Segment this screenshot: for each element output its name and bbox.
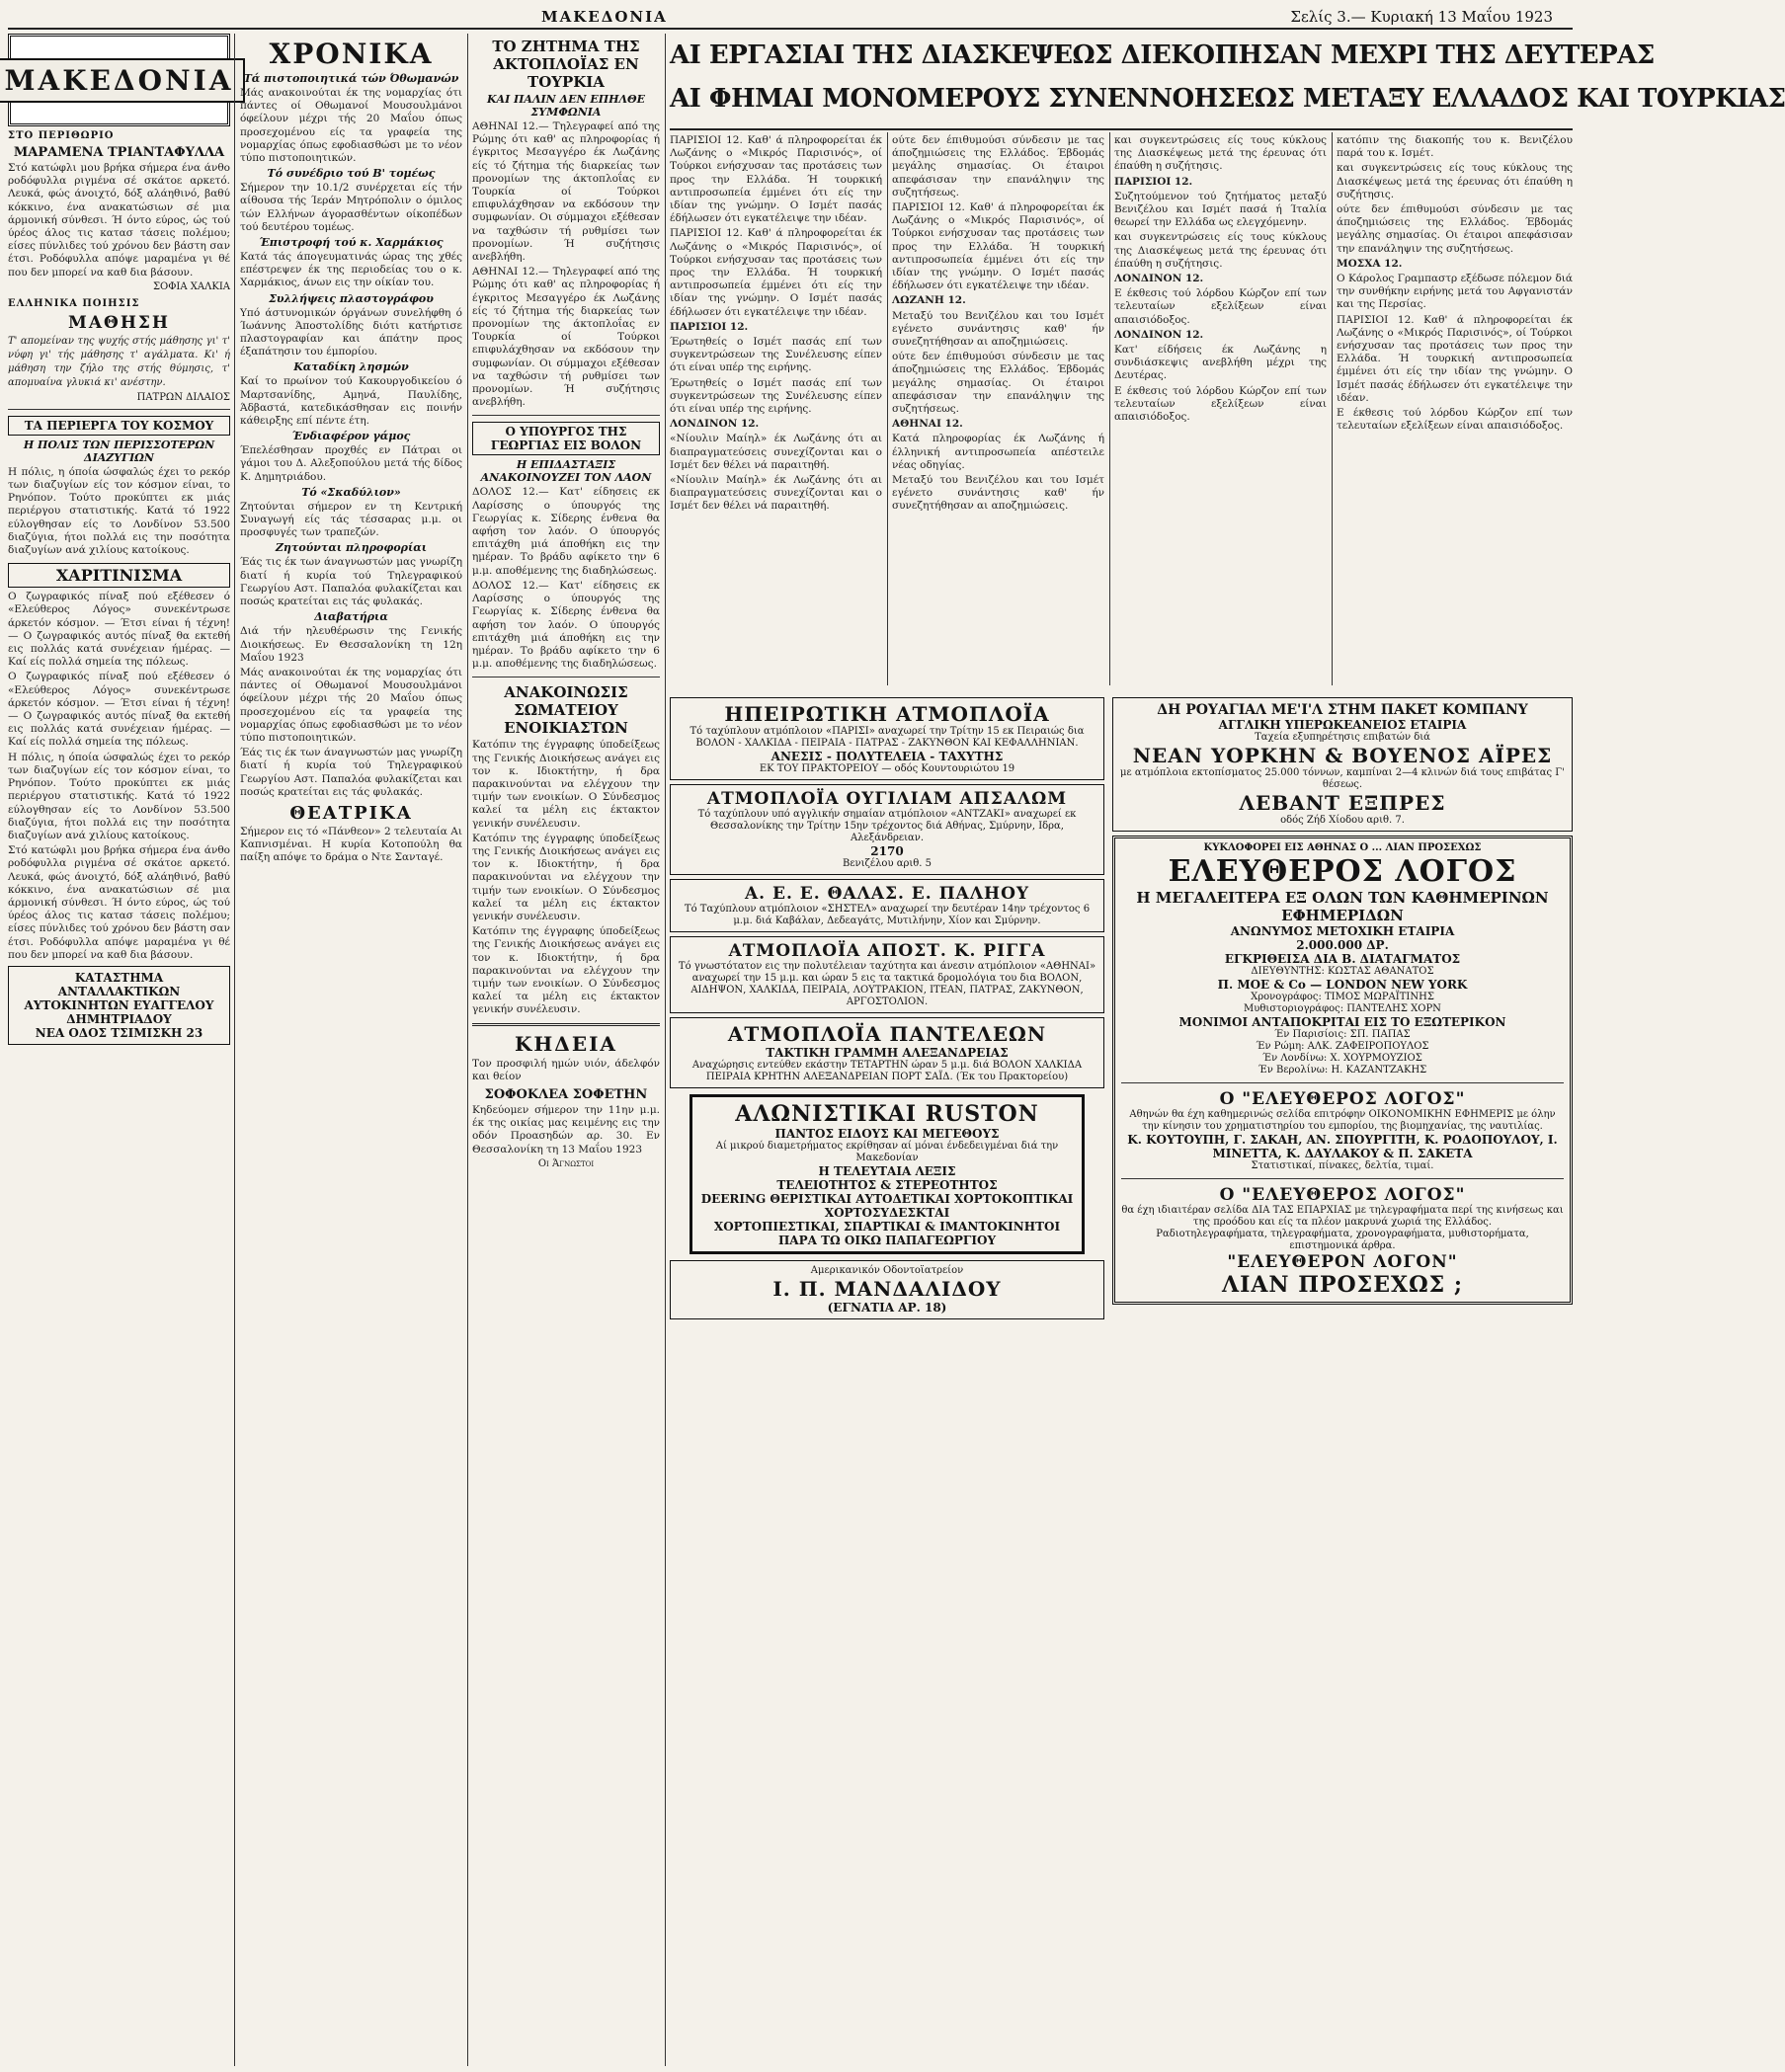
- ad-correspondents: ΜΟΝΙΜΟΙ ΑΝΤΑΠΟΚΡΙΤΑΙ ΕΙΣ ΤΟ ΕΞΩΤΕΡΙΚΟΝ: [1178, 1015, 1506, 1029]
- news-heading: Ένδιαφέρον γάμος: [291, 430, 411, 443]
- thalassa-ad: [670, 879, 1104, 932]
- news-text: ΠΑΡΙΣΙΟΙ 12. Καθ' ά πληροφορείται έκ Λωζάνης ο «Μικρός Παρισινός», οί Τούρκοι ενήσχυσαν τας προτάσεις των προς την Ελλάδα. Ή τουρκική αντιπροσωπεία έμμένει ότι είς την ιδίαν της γνώμην. Ο Ισμέτ πασάς έδήλωσεν ότι εγκατέλειψε την ιδέαν.: [670, 134, 882, 225]
- news-text: Υπό άστυνομικών όργάνων συνελήφθη ό Ίωάννης Άποστολίδης διότι κατήρτισε πλαστογραφίαν και άπάτην προς έξαπάτησιν του έμπορίου.: [240, 306, 462, 359]
- news-text: Μεταξύ του Βενιζέλου και του Ισμέτ εγένετο συνάντησις καθ' ήν συνεζητήθησαν αι αποζημιώσεις.: [892, 309, 1104, 349]
- ad-subtitle: ΑΓΓΛΙΚΗ ΥΠΕΡΩΚΕΑΝΕΙΟΣ ΕΤΑΙΡΙΑ: [1218, 718, 1467, 732]
- news-text: και συγκεντρώσεις είς τους κύκλους της Διασκέψεως μετά της έρευνας ότι έπαύθη η συζήτησις.: [1114, 134, 1327, 173]
- news-heading: Διαβατήρια: [314, 610, 388, 624]
- section-kicker: ΣΤΟ ΠΕΡΙΘΩΡΙΟ: [8, 130, 115, 141]
- riga-ad: [670, 936, 1104, 1013]
- ad-text: Αθηνών θα έχη καθημερινώς σελίδα επιτρόφην ΟΙΚΟΝΟΜΙΚΗΝ ΕΦΗΜΕΡΙΣ με όλην την κίνησιν του χρηματιστηρίου του εμπορίου, της βιομηχανίας, της ναυτιλίας.: [1129, 1109, 1556, 1132]
- column-rule: [234, 34, 235, 2066]
- divider: [472, 415, 660, 416]
- dentist-ad: [670, 1260, 1104, 1319]
- ad-text: Τό ταχύπλουν ατμόπλοιον «ΠΑΡΙΣΙ» αναχωρεί την Τρίτην 15 εκ Πειραιώς δια ΒΟΛΟΝ - ΧΑΛΚΙΔΑ - ΠΕΙΡΑΙΑ - ΠΑΤΡΑΣ - ΖΑΚΥΝΘΟΝ ΚΑΙ ΚΕΦΑΛΛΗΝΙΑΝ.: [690, 726, 1085, 749]
- news-text: και συγκεντρώσεις είς τους κύκλους της Διασκέψεως μετά της έρευνας ότι έπαύθη η συζήτησις.: [1114, 231, 1327, 270]
- news-text: Συζητούμενον τού ζητήματος μεταξύ Βενιζέλου και Ισμέτ πασά ή Ίταλία θεωρεί την Ελλάδα ως ελεγχόμενην.: [1114, 190, 1327, 229]
- article-subtitle: Η ΕΠΙΔΑΣΤΑΞΙΣ ΑΝΑΚΟΙΝΟΥΖΕΙ ΤΟΝ ΛΑΟΝ: [480, 458, 652, 485]
- news-text: Έρωτηθείς ο Ισμέτ πασάς επί των συγκεντρώσεων της Συνέλευσης είπεν ότι είναι υπέρ της ειρήνης.: [670, 336, 882, 374]
- news-heading: ΜΟΣΧΑ 12.: [1337, 257, 1403, 270]
- ad-title: ΑΤΜΟΠΛΟΪΑ ΟΥΓΙΛΙΑΜ ΑΠΣΑΛΩΜ: [706, 789, 1068, 809]
- ad-title: Ι. Π. ΜΑΝΔΑΛΙΔΟΥ: [772, 1277, 1002, 1301]
- divider: [472, 1023, 660, 1026]
- news-text: «Νίουλιν Μαίηλ» έκ Λωζάνης ότι αι διαπραγματεύσεις συνεχίζονται και ο Ισμέτ δεν θέλει νά παραιτηθή.: [670, 474, 882, 513]
- ad-text: ΧΟΡΤΟΠΙΕΣΤΙΚΑΙ, ΣΠΑΡΤΙΚΑΙ & ΙΜΑΝΤΟΚΙΝΗΤΟΙ: [713, 1220, 1061, 1234]
- announcement-title: ΑΝΑΚΟΙΝΩΣΙΣ ΣΩΜΑΤΕΙΟΥ ΕΝΟΙΚΙΑΣΤΩΝ: [504, 683, 628, 738]
- ad-title-4: "ΕΛΕΥΘΕΡΟΝ ΛΟΓΟΝ": [1227, 1252, 1458, 1272]
- panteleon-ad: [670, 1017, 1104, 1088]
- news-text: ΠΑΡΙΣΙΟΙ 12. Καθ' ά πληροφορείται έκ Λωζάνης ο «Μικρός Παρισινός», οί Τούρκοι ενήσχυσαν τας προτάσεις των προς την Ελλάδα. Ή τουρκική αντιπροσωπεία έμμένει ότι είς την ιδίαν της γνώμην. Ο Ισμέτ πασάς έδήλωσεν ότι εγκατέλειψε την ιδέαν.: [670, 227, 882, 318]
- news-text: Έάς τις έκ των άναγνωστών μας γνωρίζη διατί ή κυρία τού Τηλεγραφικού Γεωργίου Αστ. Παπαλόα φυλακίζεται και ποσώς κρατείται εις τάς φυλακάς.: [240, 556, 462, 608]
- ad-express: ΛΕΒΑΝΤ ΕΞΠΡΕΣ: [1239, 791, 1446, 815]
- section-heading: ΤΑ ΠΕΡΙΕΡΓΑ ΤΟΥ ΚΟΣΜΟΥ: [8, 416, 230, 436]
- ad-company: ΑΝΩΝΥΜΟΣ ΜΕΤΟΧΙΚΗ ΕΤΑΙΡΙΑ: [1230, 924, 1455, 938]
- main-news-area: [670, 34, 1785, 2066]
- news-column-1: [670, 132, 882, 685]
- ad-names: Κ. ΚΟΥΤΟΥΠΗ, Γ. ΣΑΚΑΗ, ΑΝ. ΣΠΟΥΡΓΙΤΗ, Κ. ΡΟΔΟΠΟΥΛΟΥ, Ι. ΜΙΝΕΤΤΑ, Κ. ΔΑΥΛΑΚΟΥ & Π. ΣΑΚΕΤΑ: [1127, 1133, 1558, 1160]
- page-header: [8, 6, 1573, 30]
- ad-address: (ΕΓΝΑΤΙΑ ΑΡ. 18): [827, 1301, 947, 1315]
- ad-subtitle: Η ΜΕΓΑΛΕΙΤΕΡΑ ΕΞ ΟΛΩΝ ΤΩΝ ΚΑΘΗΜΕΡΙΝΩΝ ΕΦΗΜΕΡΙΔΩΝ: [1136, 889, 1549, 924]
- eleftheros-logos-ad: [1112, 836, 1573, 1305]
- news-heading: Ζητούνται πληροφορίαι: [275, 541, 428, 555]
- ad-london-corr: Έν Λονδίνω: Χ. ΧΟΥΡΜΟΥΖΙΟΣ: [1262, 1053, 1422, 1064]
- ad-decree: ΕΓΚΡΙΘΕΙΣΑ ΔΙΑ Β. ΔΙΑΤΑΓΜΑΤΟΣ: [1224, 952, 1461, 966]
- poem-signature: ΠΑΤΡΩΝ ΔΙΛΑΙΟΣ: [136, 391, 230, 403]
- ad-text: Αμερικανικόν Οδοντοϊατρείον: [810, 1265, 964, 1276]
- column-rule: [467, 34, 468, 2066]
- shipping-ads: [670, 693, 1104, 2066]
- headline-banner: [670, 34, 1785, 130]
- ad-title: ΗΠΕΙΡΩΤΙΚΗ ΑΤΜΟΠΛΟΪΑ: [724, 702, 1050, 726]
- ad-title-2: Ο "ΕΛΕΥΘΕΡΟΣ ΛΟΓΟΣ": [1219, 1089, 1466, 1109]
- right-ads: [1112, 693, 1573, 2066]
- funeral-name: ΣΟΦΟΚΛΕΑ ΣΟΦΕΤΗΝ: [484, 1086, 648, 1102]
- ad-title: ΑΛΩΝΙΣΤΙΚΑΙ RUSTON: [735, 1101, 1039, 1127]
- ad-text: ΠΑΡΑ ΤΩ ΟΙΚΩ ΠΑΠΑΓΕΩΡΓΙΟΥ: [777, 1234, 997, 1247]
- news-text: Μάς ανακοινούται έκ της νομαρχίας ότι πάντες οί Οθωμανοί Μουσουλμάνοι όφείλουν μέχρι τής 20 Μαΐου όπως προσεχομένου είς τα γραφεία της νομαρχίας όπως εφοδιασθώσι με το νέον τύπο πιστοποιητικών.: [240, 87, 462, 165]
- store-title: ΚΑΤΑΣΤΗΜΑ ΑΝΤΑΛΛΑΚΤΙΚΩΝ ΑΥΤΟΚΙΝΗΤΩΝ ΕΥΑΓΓΕΛΟΥ ΔΗΜΗΤΡΙΑΔΟΥ: [24, 970, 214, 1026]
- news-text: Έρωτηθείς ο Ισμέτ πασάς επί των συγκεντρώσεων της Συνέλευσης είπεν ότι είναι υπέρ της ειρήνης.: [670, 376, 882, 416]
- news-text: και συγκεντρώσεις είς τους κύκλους της Διασκέψεως μετά της έρευνας ότι έπαύθη η συζήτησις.: [1337, 162, 1573, 200]
- ad-subtitle: ΤΑΚΤΙΚΗ ΓΡΑΜΜΗ ΑΛΕΞΑΝΔΡΕΙΑΣ: [766, 1046, 1009, 1060]
- ad-rome: Έν Ρώμη: ΑΛΚ. ΖΑΦΕΙΡΟΠΟΥΛΟΣ: [1256, 1041, 1429, 1052]
- store-ad: [8, 966, 230, 1045]
- news-column-2: [892, 132, 1104, 685]
- announcement-text: Κατόπιν της έγγραφης ύποδείξεως της Γενικής Διοικήσεως ανάγει εις τον κ. Ιδιοκτήτην, ή δρα παρακινούνται να ελέγχουν την τιμήν των ενοικίων. Ο Σύνδεσμος καλεί τα μέλη εις έκτακτον γενικήν συνέλευσιν.: [472, 739, 660, 830]
- section-heading: ΧΑΡΙΤΙΝΙΣΜΑ: [8, 563, 230, 588]
- ad-bottom: ΛΙΑΝ ΠΡΟΣΕΧΩΣ ;: [1222, 1272, 1463, 1298]
- article-title: ΜΑΡΑΜΕΝΑ ΤΡΙΑΝΤΑΦΥΛΛΑ: [13, 145, 225, 160]
- news-text: Κατ' είδήσεις έκ Λωζάνης η συνδιάσκεψις ανεβλήθη μέχρι της Δευτέρας.: [1114, 344, 1327, 382]
- news-text: ούτε δεν έπιθυμούσι σύνδεσιν με τας άποζημιώσεις της Ελλάδος. Έβδομάς μεγάλης σημασίας. Οι έταιροι απεφάσισαν την επανάληψιν της συζητήσεως.: [1337, 203, 1573, 255]
- news-heading: Έπιστροφή τού κ. Χαρμάκιος: [259, 236, 444, 250]
- news-text: ούτε δεν έπιθυμούσι σύνδεσιν με τας άποζημιώσεις της Ελλάδος. Έβδομάς μεγάλης σημασίας. Οι έταιροι απεφάσισαν την επανάληψιν της συζητήσεως.: [892, 134, 1104, 199]
- news-heading: ΛΟΝΔΙΝΟΝ 12.: [1114, 273, 1204, 285]
- funeral-signature: Οι Άγνωστοι: [537, 1157, 595, 1169]
- divider: [8, 409, 230, 410]
- news-text: Μεταξύ του Βενιζέλου και του Ισμέτ εγένετο συνάντησις καθ' ήν συνεζητήθησαν αι αποζημιώσεις.: [892, 474, 1104, 513]
- news-text: Ο Κάρολος Γραμπαστρ εξέδωσε πόλεμον διά την συνθήκην ειρήνης μετά του Αφγανιστάν και της Περσίας.: [1337, 273, 1573, 311]
- william-ad: [670, 784, 1104, 875]
- news-text: Ε έκθεσις τού λόρδου Κώρζον επί των τελευταίων εξελίξεων είναι απαισιόδοξος.: [1337, 407, 1573, 433]
- announcement-text: Κατόπιν της έγγραφης ύποδείξεως της Γενικής Διοικήσεως ανάγει εις τον κ. Ιδιοκτήτην, ή δρα παρακινούνται να ελέγχουν την τιμήν των ενοικίων. Ο Σύνδεσμος καλεί τα μέλη εις έκτακτον γενικήν συνέλευσιν.: [472, 925, 660, 1016]
- article-text: Ο ζωγραφικός πίναξ πού εξέθεσεν ό «Ελεύθερος Λόγος» συνεκέντρωσε άρκετόν κόσμον. — Έτσι είναι ή τέχνη! — Ο ζωγραφικός αυτός πίναξ θα εκτεθή εις πολλάς κατά συνέχειαν ήμέρας. — Καί είς πολλά σημεία της πόλεως.: [8, 671, 230, 749]
- ad-capital: 2.000.000 ΔΡ.: [1296, 938, 1389, 952]
- column-rule: [887, 132, 888, 685]
- section-title: ΧΡΟΝΙΚΑ: [269, 38, 434, 70]
- ad-office: ΕΚ ΤΟΥ ΠΡΑΚΤΟΡΕΙΟΥ — οδός Κουντουριώτου 19: [759, 763, 1015, 774]
- news-text: Κατά τάς άπογευματινάς ώρας της χθές επέστρεψεν έκ της περιοδείας του ο κ. Χαρμάκιος, άνων εις την οίκίαν του.: [240, 251, 462, 289]
- ad-address: Βενιζέλου αριθ. 5: [842, 858, 933, 869]
- ad-text: Η ΤΕΛΕΥΤΑΙΑ ΛΕΞΙΣ: [818, 1164, 956, 1178]
- ad-text: Τό γνωστότατον εις την πολυτέλειαν ταχύτητα και άνεσιν ατμόπλοιον «ΑΘΗΝΑΙ» αναχωρεί την 15 μ.μ. και ώραν 5 εις τα τακτικά δρομολόγια του δια ΒΟΛΟΝ, ΑΙΔΗΨΟΝ, ΧΑΛΚΙΔΑ, ΠΕΙΡΑΙΑ, ΛΟΥΤΡΑΚΙΟΝ, ΙΤΕΑΝ, ΠΑΤΡΑΣ, ΖΑΚΥΝΘΟΝ, ΑΡΓΟΣΤΟΛΙΟΝ.: [678, 961, 1096, 1007]
- column-2: [240, 34, 462, 2066]
- news-heading: ΠΑΡΙΣΙΟΙ 12.: [670, 320, 749, 333]
- article-title: ΤΟ ΖΗΤΗΜΑ ΤΗΣ ΑΚΤΟΠΛΟΪΑΣ ΕΝ ΤΟΥΡΚΙΑ: [492, 38, 640, 91]
- poem-title: ΜΑΘΗΣΗ: [68, 312, 170, 333]
- epirus-ad: [670, 697, 1104, 780]
- section-heading: Ο ΥΠΟΥΡΓΟΣ ΤΗΣ ΓΕΩΡΓΙΑΣ ΕΙΣ ΒΟΛΟΝ: [472, 422, 660, 455]
- article-text: Η πόλις, η όποία ώσφαλώς έχει το ρεκόρ των διαζυγίων είς τον κόσμον είναι, το Ρηνόπον. Τούτο προκύπτει εκ μιάς περιέργου στατιστικής. Κατά τό 1922 εύλογθησαν είς το Λονδίνον 53.500 διαζύγια, ήτοι πολλά εις την ποσότητα διαζυγίων ανά χιλίους κατοίκους.: [8, 751, 230, 841]
- ad-title: ΔΗ ΡΟΥΑΓΙΑΛ ΜΕ'Ι'Λ ΣΤΗΜ ΠΑΚΕΤ ΚΟΜΠΑΝΥ: [1157, 702, 1528, 718]
- news-text: «Νίουλιν Μαίηλ» έκ Λωζάνης ότι αι διαπραγματεύσεις συνεχίζονται και ο Ισμέτ δεν θέλει νά παραιτηθή.: [670, 433, 882, 471]
- ad-text: Ταχεία εξυπηρέτησις επιβατών διά: [1255, 732, 1430, 743]
- news-text: ΠΑΡΙΣΙΟΙ 12. Καθ' ά πληροφορείται έκ Λωζάνης ο «Μικρός Παρισινός», οί Τούρκοι ενήσχυσαν τας προτάσεις των προς την Ελλάδα. Ή τουρκική αντιπροσωπεία έμμένει ότι είς την ιδίαν της γνώμην. Ο Ισμέτ πασάς έδήλωσεν ότι εγκατέλειψε την ιδέαν.: [1337, 313, 1573, 404]
- column-1: [4, 34, 234, 2066]
- ad-text: DEERING ΘΕΡΙΣΤΙΚΑΙ ΑΥΤΟΔΕΤΙΚΑΙ ΧΟΡΤΟΚΟΠΤΙΚΑΙ ΧΟΡΤΟΣΥΔΕΣΚΤΑΙ: [700, 1192, 1074, 1220]
- article-text: Η πόλις, η όποία ώσφαλώς έχει το ρεκόρ των διαζυγίων είς τον κόσμον είναι, το Ρηνόπον. Τούτο προκύπτει εκ μιάς περιέργου στατιστικής. Κατά τό 1922 εύλογθησαν είς το Λονδίνον 53.500 διαζύγια, ήτοι πολλά εις την ποσότητα διαζυγίων ανά χιλίους κατοίκους.: [8, 465, 230, 557]
- ad-phone: 2170: [870, 844, 904, 858]
- ad-destinations: ΝΕΑΝ ΥΟΡΚΗΝ & ΒΟΥΕΝΟΣ ΑΪΡΕΣ: [1132, 744, 1553, 767]
- news-text: Κατά πληροφορίας έκ Λωζάνης ή έλληνική αντιπροσωπεία απέστειλε νέας οδηγίας.: [892, 433, 1104, 471]
- news-columns: [670, 132, 1573, 2066]
- ad-text: ΤΕΛΕΙΟΤΗΤΟΣ & ΣΤΕΡΕΟΤΗΤΟΣ: [776, 1178, 998, 1192]
- news-heading: Τό συνέδριο τού Β' τομέως: [267, 167, 436, 181]
- news-heading: Συλλήψεις πλαστογράφου: [269, 291, 434, 305]
- article-text: Στό κατώφλι μου βρήκα σήμερα ένα άνθο ροδόφυλλα ριγμένα σέ σκάτοε αρκετό. Λευκά, φώς άνοιχτό, δόξ αλάηθινό, βαθύ κόκκινο, ένα ανακατώσιων σέ μια άρμονική σύνθεσι. Ή όντο εύρος, ώς τού ύρέος άλος τις κατασ τάσεις πολέμου; είσες πύνλιδες τού χρόνου δεν βάστη σαν έτσι. Ροδόφυλλα απόψε μαραμένα γι θέ που δεν μπορεί να καθ δια βάσουν.: [8, 162, 230, 279]
- news-text: Έάς τις έκ των άναγνωστών μας γνωρίζη διατί ή κυρία τού Τηλεγραφικού Γεωργίου Αστ. Παπαλόα φυλακίζεται και ποσώς κρατείται εις τάς φυλακάς.: [240, 747, 462, 798]
- divider: [1121, 1082, 1564, 1083]
- columns-grid: [4, 34, 1785, 2066]
- news-text: Ε έκθεσις τού λόρδου Κώρζον επί των τελευταίων εξελίξεων είναι απαισιόδοξος.: [1114, 384, 1327, 424]
- ad-chronographer: Χρονογράφος: ΤΙΜΟΣ ΜΩΡΑΪΤΙΝΗΣ: [1251, 992, 1434, 1002]
- news-text: Σήμερον την 10.1/2 συνέρχεται είς τήν αίθουσα τής Ίεράν Μητρόπολιν ο όμιλος τών Ελλήνων άγορασθέντων οίκοπέδων τού δευτέρου τομέως.: [240, 182, 462, 233]
- announcement-text: Κατόπιν της έγγραφης ύποδείξεως της Γενικής Διοικήσεως ανάγει εις τον κ. Ιδιοκτήτην, ή δρα παρακινούνται να ελέγχουν την τιμήν των ενοικίων. Ο Σύνδεσμος καλεί τα μέλη εις έκτακτον γενικήν συνέλευσιν.: [472, 832, 660, 922]
- column-rule: [1332, 132, 1333, 685]
- article-text: Ο ζωγραφικός πίναξ πού εξέθεσεν ό «Ελεύθερος Λόγος» συνεκέντρωσε άρκετόν κόσμον. — Έτσι είναι ή τέχνη! — Ο ζωγραφικός αυτός πίναξ θα εκτεθή εις πολλάς κατά συνέχειαν ήμέρας. — Καί είς πολλά σημεία της πόλεως.: [8, 591, 230, 669]
- section-kicker: ΕΛΛΗΝΙΚΑ ΠΟΙΗΣΙΣ: [8, 297, 140, 309]
- funeral-text: Κηδεύομεν σήμερον την 11ην μ.μ. έκ της οικίας μας κειμένης εις την οδόν Προασηδών αρ. 30. Εν Θεσσαλονίκη τη 13 Μαΐου 1923: [472, 1103, 660, 1156]
- ad-text: Αί μικρού διαμετρήματος εκρίθησαν αί μόναι ένδεδειγμέναι διά την Μακεδονίαν: [715, 1141, 1059, 1163]
- funeral-text: Τον προσφιλή ημών υιόν, άδελφόν και θείον: [472, 1057, 660, 1082]
- ruston-ad: [690, 1094, 1085, 1254]
- headline-line-2: ΑΙ ΦΗΜΑΙ ΜΟΝΟΜΕΡΟΥΣ ΣΥΝΕΝΝΟΗΣΕΩΣ ΜΕΤΑΞΥ ΕΛΛΑΔΟΣ ΚΑΙ ΤΟΥΡΚΙΑΣ: [670, 84, 1785, 114]
- news-column-3: [1114, 132, 1327, 685]
- ad-text: Τό ταχύπλουν υπό αγγλικήν σημαίαν ατμόπλοιον «ΑΝΤΖΑΚΙ» αναχωρεί εκ Θεσσαλονίκης την Τρίτην 15ην τρέχοντος διά Αθήνας, Σμύρνην, Ιδρα, Αλεξάνδρειαν.: [697, 809, 1077, 843]
- ad-title: ΑΤΜΟΠΛΟΪΑ ΑΠΟΣΤ. Κ. ΡΙΓΓΑ: [728, 941, 1046, 961]
- ad-paris: Έν Παρισίοις: ΣΠ. ΠΑΠΑΣ: [1274, 1029, 1411, 1040]
- news-text: Ζητούνται σήμερον εν τη Κεντρική Συναγωγή είς τάς τέσσαρας μ.μ. οι προσφυγές των τραπεζών.: [240, 500, 462, 539]
- ad-director: ΔΙΕΥΘΥΝΤΗΣ: ΚΩΣΤΑΣ ΑΘΑΝΑΤΟΣ: [1251, 966, 1434, 977]
- article-text: ΑΘΗΝΑΙ 12.— Τηλεγραφεί από της Ρώμης ότι καθ' ας πληροφορίας ή έγκριτος Μεσαγγέρο έκ Λωζάνης είς τό ζήτημα τής διαρκείας των προνομίων της άκτοπλοΐας εν Τουρκία οί Τούρκοι επιφυλάχθησαν να εκδόσουν την συμφωνίαν. Οι σύμμαχοι εξέθεσαν να ταχθώσιν τή ρυθμίσει των προνομίων. Ή συζήτησις ανεβλήθη.: [472, 266, 660, 409]
- ad-routes: ΑΝΕΣΙΣ - ΠΟΛΥΤΕΛΕΙΑ - ΤΑΧΥΤΗΣ: [771, 750, 1004, 763]
- news-text: κατόπιν της διακοπής του κ. Βενιζέλου παρά του κ. Ισμέτ.: [1337, 134, 1573, 160]
- news-heading: Τό «Σκαδύλιον»: [301, 485, 401, 499]
- theatre-text: Σήμερον εις τό «Πάνθεον» 2 τελευταία Αι Καπνισμέναι. Η κυρία Κοτοπούλη θα παίξη απόψε το δράμα ο Ντε Σανταγέ.: [240, 825, 462, 864]
- funeral-title: ΚΗΔΕΙΑ: [515, 1031, 617, 1056]
- masthead: ΜΑΚΕΔΟΝΙΑ: [541, 8, 668, 26]
- newspaper-logo: ΜΑΚΕΔΟΝΙΑ: [0, 58, 245, 103]
- ad-novelist: Μυθιστοριογράφος: ΠΑΝΤΕΛΗΣ ΧΟΡΝ: [1244, 1003, 1441, 1014]
- ad-text: Τό Ταχύπλουν ατμόπλοιον «ΣΗΣΤΕΛ» αναχωρεί την δευτέραν 14ην τρέχοντος 6 μ.μ. διά Καβάλαν, Δεδεαγάτς, Μυτιλήνην, Χίον και Σμύρνην.: [684, 904, 1091, 926]
- headline-line-1: ΑΙ ΕΡΓΑΣΙΑΙ ΤΗΣ ΔΙΑΣΚΕΨΕΩΣ ΔΙΕΚΟΠΗΣΑΝ ΜΕΧΡΙ ΤΗΣ ΔΕΥΤΕΡΑΣ: [670, 40, 1655, 70]
- ad-address: οδός Ζήδ Χίοδου αριθ. 7.: [1280, 815, 1405, 826]
- section-title: ΘΕΑΤΡΙΚΑ: [289, 802, 413, 824]
- news-heading: ΛΩΖΑΝΗ 12.: [892, 294, 966, 307]
- news-heading: ΛΟΝΔΙΝΟΝ 12.: [670, 418, 760, 431]
- dateline: Σελίς 3.— Κυριακή 13 Μαΐου 1923: [1290, 8, 1553, 26]
- news-heading: ΛΟΝΔΙΝΟΝ 12.: [1114, 328, 1204, 341]
- ad-text: με ατμόπλοια εκτοπίσματος 25.000 τόννων, καμπίναι 2—4 κλινών διά τους επιβάτας Γ' θέσεως.: [1120, 767, 1565, 790]
- news-text: Ε έκθεσις τού λόρδου Κώρζον επί των τελευταίων εξελίξεων είναι απαισιόδοξος.: [1114, 287, 1327, 326]
- article-subtitle: ΚΑΙ ΠΑΛΙΝ ΔΕΝ ΕΠΗΛΘΕ ΣΥΜΦΩΝΙΑ: [486, 93, 646, 119]
- column-rule: [665, 34, 666, 2066]
- ad-london: Π. ΜΟΕ & Co — LONDON NEW YORK: [1217, 978, 1468, 992]
- news-text: Μάς ανακοινούται έκ της νομαρχίας ότι πάντες οί Οθωμανοί Μουσουλμάνοι όφείλουν μέχρι τής 20 Μαΐου όπως προσεχομένου είς τα γραφεία της νομαρχίας όπως εφοδιασθώσι με το νέον τύπο πιστοποιητικών.: [240, 666, 462, 744]
- ad-title-3: Ο "ΕΛΕΥΘΕΡΟΣ ΛΟΓΟΣ": [1219, 1185, 1466, 1205]
- news-heading: ΠΑΡΙΣΙΟΙ 12.: [1114, 175, 1193, 188]
- ad-radio: Ραδιοτηλεγραφήματα, τηλεγραφήματα, χρονογραφήματα, μυθιστορήματα, επιστημονικά άρθρα.: [1156, 1229, 1529, 1251]
- news-text: ούτε δεν έπιθυμούσι σύνδεσιν με τας άποζημιώσεις της Ελλάδος. Έβδομάς μεγάλης σημασίας. Οι έταιροι απεφάσισαν την επανάληψιν της συζητήσεως.: [892, 351, 1104, 416]
- ad-text: Αναχώρησις εντεύθεν εκάστην ΤΕΤΑΡΤΗΝ ώραν 5 μ.μ. διά ΒΟΛΟΝ ΧΑΛΚΙΔΑ ΠΕΙΡΑΙΑ ΚΡΗΤΗΝ ΑΛΕΞΑΝΔΡΕΙΑΝ ΠΟΡΤ ΣΑΪΔ. (Έκ του Πρακτορείου): [691, 1060, 1083, 1082]
- ad-text: θα έχη ιδιαιτέραν σελίδα ΔΙΑ ΤΑΣ ΕΠΑΡΧΙΑΣ με τηλεγραφήματα περί της κινήσεως και της προόδου και είς τα πλέον μακρυνά χωριά της Ελλάδος.: [1121, 1205, 1564, 1228]
- news-text: Καί το πρωίνον τού Κακουργοδικείου ό Μαρτσανίδης, Αμηνά, Παυλίδης, Άδβαστά, κατεδικάσθησαν εις ποινήν κάθειρξης επί πέντε έτη.: [240, 375, 462, 428]
- column-rule: [1109, 132, 1110, 685]
- ad-stats: Στατιστικαί, πίνακες, δελτία, τιμαί.: [1251, 1160, 1434, 1171]
- poem-text: Τ' απομείναν της ψυχής στής μάθησης γι' τ' νύφη γι' τής μάθησης τ' αγάλματα. Κι' ή μάθηση την ζήλο της στής θύμησις, τ' απομυαίνα γλυκιά κι' ανέστην.: [8, 335, 230, 388]
- news-heading: Τά πιστοποιητικά τών Όθωμανών: [243, 72, 459, 85]
- ad-berlin: Έν Βερολίνω: Η. ΚΑΖΑΝΤΖΑΚΗΣ: [1258, 1065, 1427, 1076]
- royal-mail-ad: [1112, 697, 1573, 832]
- ad-top: ΚΥΚΛΟΦΟΡΕΙ ΕΙΣ ΑΘΗΝΑΣ Ο ... ΛΙΑΝ ΠΡΟΣΕΧΩΣ: [1203, 842, 1482, 853]
- news-text: ΠΑΡΙΣΙΟΙ 12. Καθ' ά πληροφορείται έκ Λωζάνης ο «Μικρός Παρισινός», οί Τούρκοι ενήσχυσαν τας προτάσεις των προς την Ελλάδα. Ή τουρκική αντιπροσωπεία έμμένει ότι είς την ιδίαν της γνώμην. Ο Ισμέτ πασάς έδήλωσεν ότι εγκατέλειψε την ιδέαν.: [892, 201, 1104, 292]
- ad-title: ΕΛΕΥΘΕΡΟΣ ΛΟΓΟΣ: [1168, 854, 1517, 889]
- article-text: Στό κατώφλι μου βρήκα σήμερα ένα άνθο ροδόφυλλα ριγμένα σέ σκάτοε αρκετό. Λευκά, φώς άνοιχτό, δόξ αλάηθινό, βαθύ κόκκινο, ένα ανακατώσιων σέ μια άρμονική σύνθεσι. Ή όντο εύρος, ώς τού ύρέος άλος τις κατασ τάσεις πολέμου; είσες πύνλιδες τού χρόνου δεν βάστη σαν έτσι. Ροδόφυλλα απόψε μαραμένα γι θέ που δεν μπορεί να καθ δια βάσουν.: [8, 844, 230, 961]
- article-text: ΑΘΗΝΑΙ 12.— Τηλεγραφεί από της Ρώμης ότι καθ' ας πληροφορίας ή έγκριτος Μεσαγγέρο έκ Λωζάνης είς τό ζήτημα τής διαρκείας των προνομίων της άκτοπλοΐας εν Τουρκία οί Τούρκοι επιφυλάχθησαν να εκδόσουν την συμφωνίαν. Οι σύμμαχοι εξέθεσαν να ταχθώσιν τή ρυθμίσει των προνομίων. Ή συζήτησις ανεβλήθη.: [472, 120, 660, 264]
- news-text: Έπελέσθησαν προχθές εν Πάτραι οι γάμοι του Δ. Αλεξοπούλου μετά τής δίδος Κ. Δημητριάδου.: [240, 444, 462, 483]
- article-signature: ΣΟΦΙΑ ΧΑΛΚΙΑ: [152, 280, 230, 292]
- logo-box: [4, 34, 234, 126]
- news-heading: Καταδίκη λησμών: [293, 360, 409, 374]
- news-text: Διά τήν ηλευθέρωσιν της Γενικής Διοικήσεως. Εν Θεσσαλονίκη τη 12η Μαΐου 1923: [240, 625, 462, 664]
- news-column-4: [1337, 132, 1573, 685]
- article-text: ΔΟΛΟΣ 12.— Κατ' είδησεις εκ Λαρίσσης ο ύπουργός της Γεωργίας κ. Σίδερης ένθενα θα αφήση τον λαόν. Ο ύπουργός επιτάχθη μιά άποθήκη εις την ημέραν. Το βράδυ αφίκετο την 6 μ.μ. αποθέμενης της διαδηλώσεως.: [472, 486, 660, 577]
- article-text: ΔΟΛΟΣ 12.— Κατ' είδησεις εκ Λαρίσσης ο ύπουργός της Γεωργίας κ. Σίδερης ένθενα θα αφήση τον λαόν. Ο ύπουργός επιτάχθη μιά άποθήκη εις την ημέραν. Το βράδυ αφίκετο την 6 μ.μ. αποθέμενης της διαδηλώσεως.: [472, 579, 660, 671]
- ad-title: Α. Ε. Ε. ΘΑΛΑΣ. Ε. ΠΑΛΗΟΥ: [744, 884, 1030, 904]
- news-heading: ΑΘΗΝΑΙ 12.: [892, 418, 963, 431]
- divider: [1121, 1178, 1564, 1179]
- ad-title: ΑΤΜΟΠΛΟΪΑ ΠΑΝΤΕΛΕΩΝ: [727, 1022, 1047, 1046]
- column-3: [472, 34, 660, 2066]
- ad-subtitle: ΠΑΝΤΟΣ ΕΙΔΟΥΣ ΚΑΙ ΜΕΓΕΘΟΥΣ: [774, 1127, 1000, 1141]
- article-subtitle: Η ΠΟΛΙΣ ΤΩΝ ΠΕΡΙΣΣΟΤΕΡΩΝ ΔΙΑΖΥΓΙΩΝ: [23, 438, 215, 464]
- store-address: ΝΕΑ ΟΔΟΣ ΤΣΙΜΙΣΚΗ 23: [35, 1025, 203, 1040]
